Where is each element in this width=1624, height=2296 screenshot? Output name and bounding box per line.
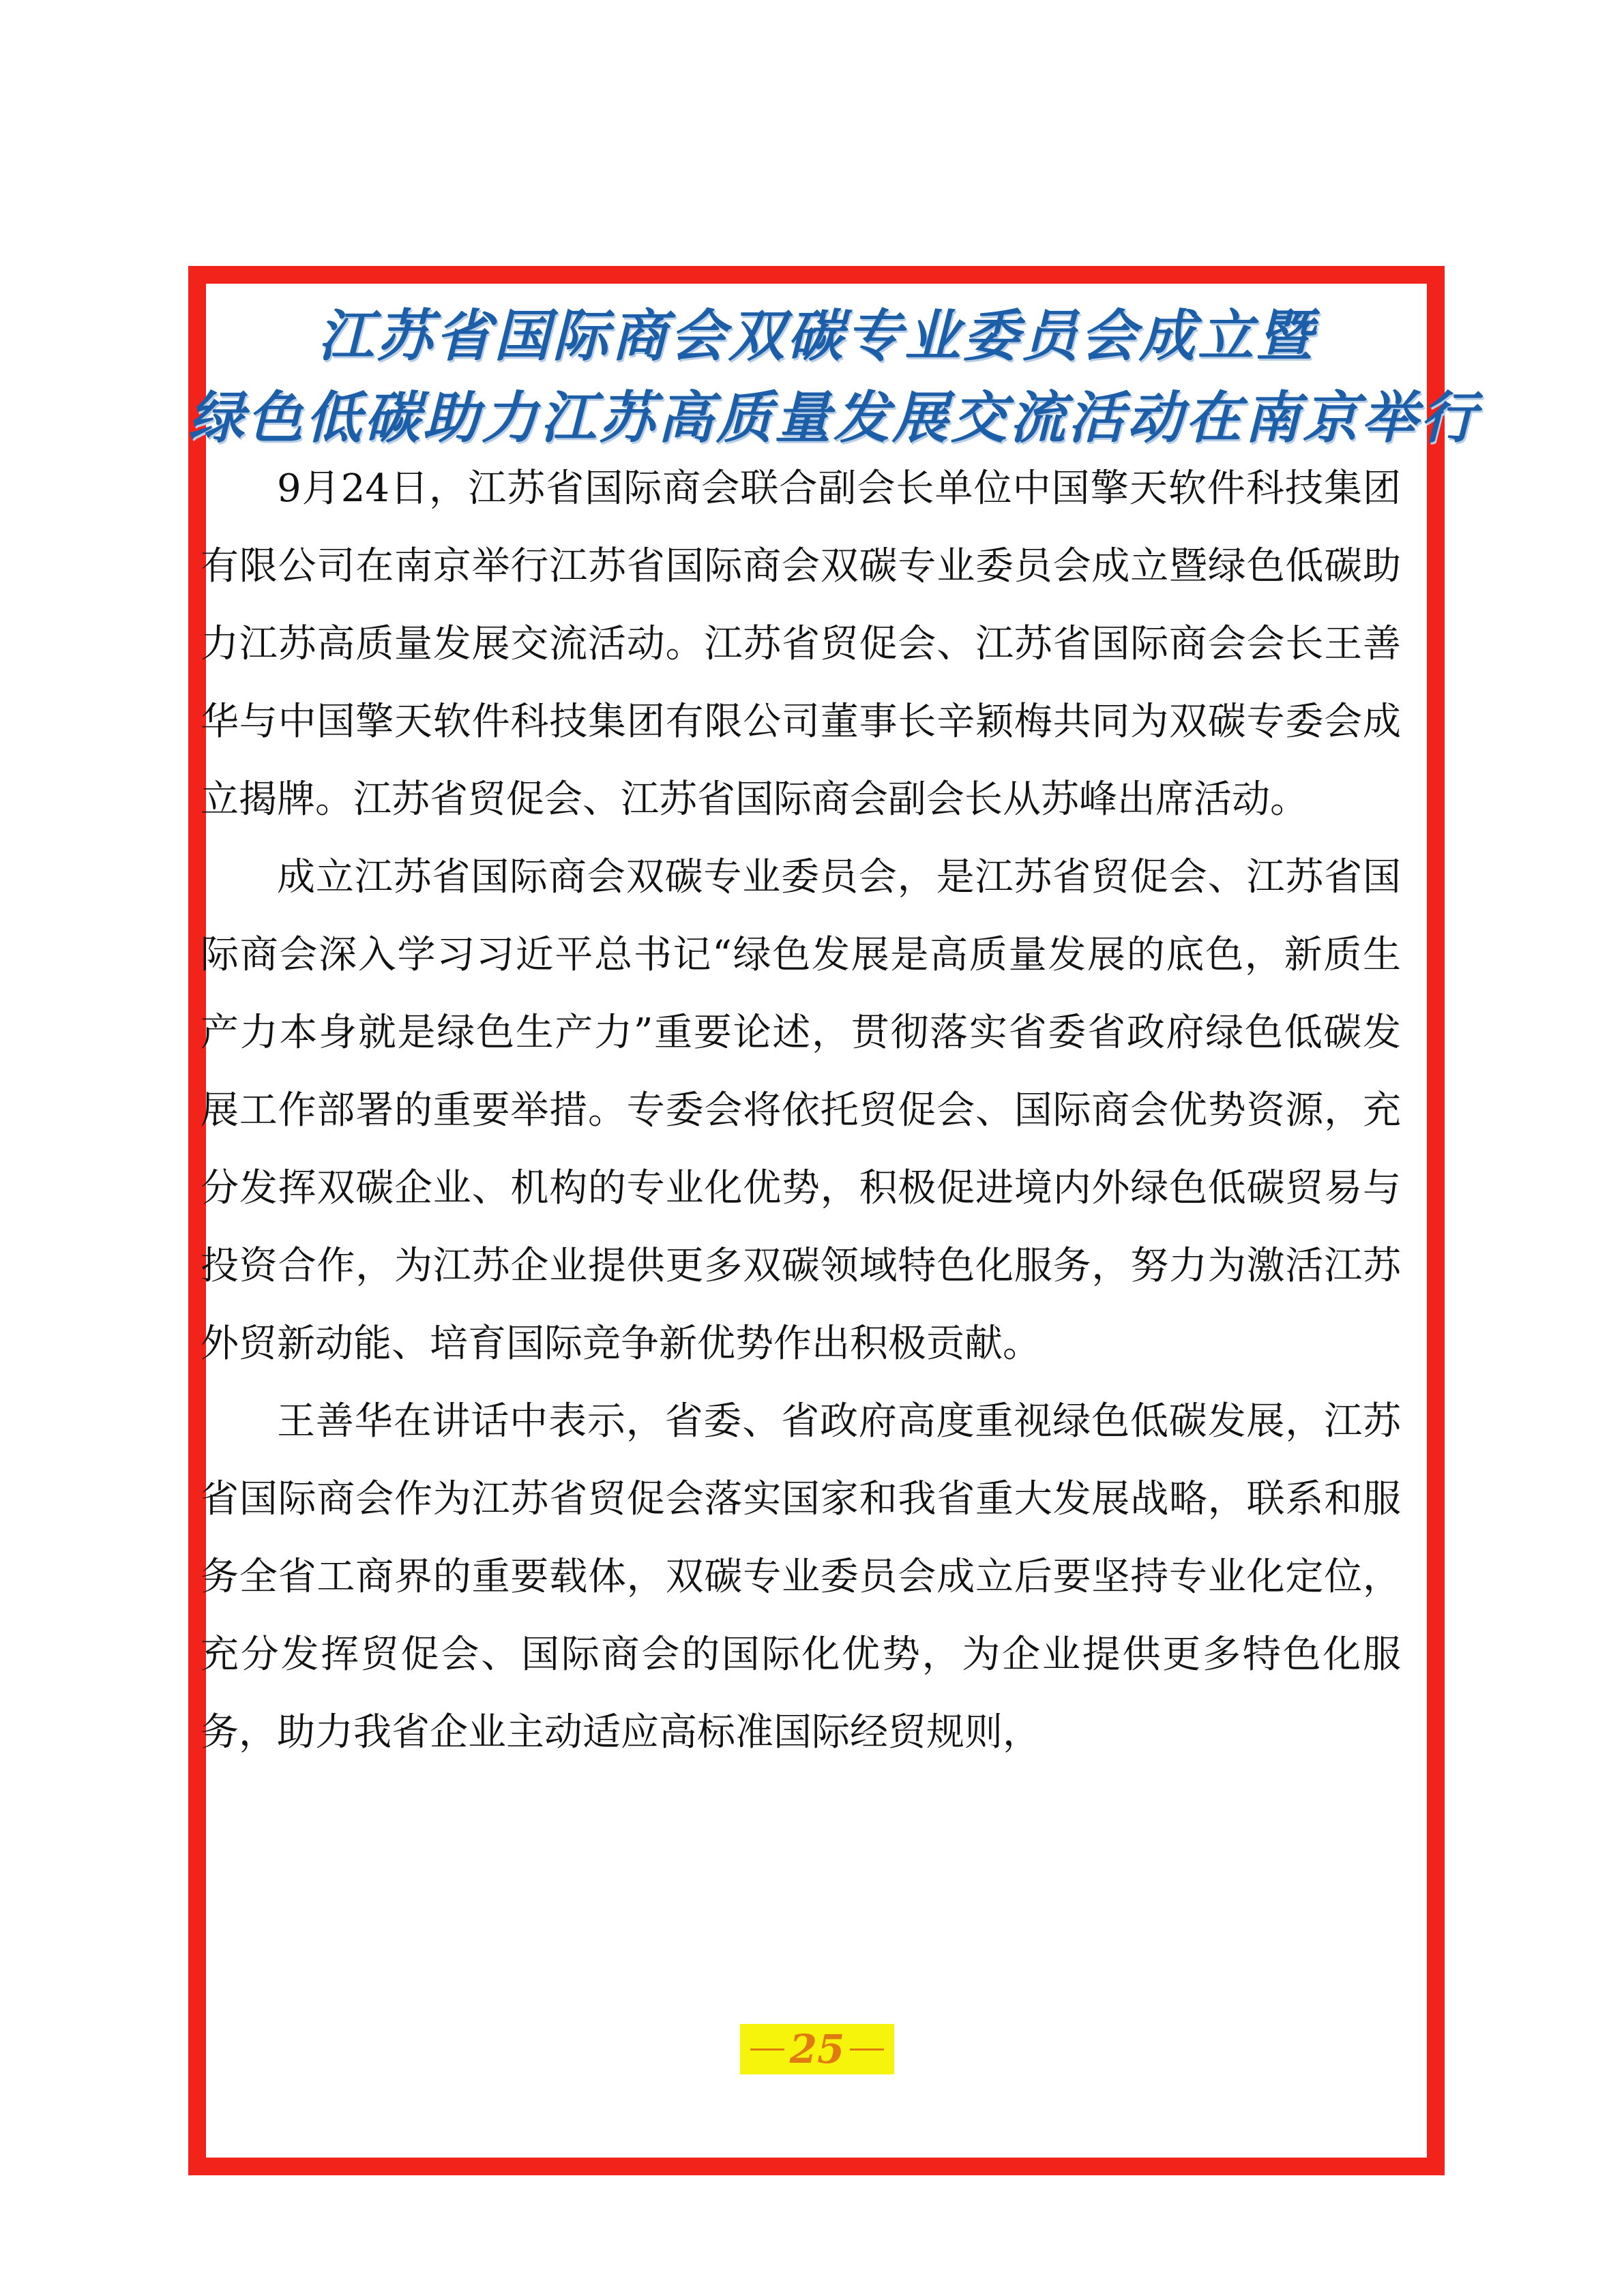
page-number-badge (740, 2024, 894, 2074)
page-number: 25 (789, 2026, 845, 2072)
dash-right (850, 2048, 884, 2051)
title-line-2: 绿色低碳助力江苏高质量发展交流活动在南京举行 (188, 385, 1479, 451)
paragraph-2: 成立江苏省国际商会双碳专业委员会，是江苏省贸促会、江苏省国际商会深入学习习近平总书记“绿色发展是高质量发展的底色，新质生产力本身就是绿色生产力”重要论述，贯彻落实省委省政府绿色低碳发展工作部署的重要举措。专委会将依托贸促会、国际商会优势资源，充分发挥双碳企业、机构的专业化优势，积极促进境内外绿色低碳贸易与投资合作，为江苏企业提供更多双碳领域特色化服务，努力为激活江苏外贸新动能、培育国际竞争新优势作出积极贡献。 (201, 855, 1401, 1366)
title-line-1: 江苏省国际商会双碳专业委员会成立暨 (318, 303, 1315, 369)
paragraph-3: 王善华在讲话中表示，省委、省政府高度重视绿色低碳发展，江苏省国际商会作为江苏省贸促会落实国家和我省重大发展战略，联系和服务全省工商界的重要载体，双碳专业委员会成立后要坚持专业化定位，充分发挥贸促会、国际商会的国际化优势，为企业提供更多特色化服务，助力我省企业主动适应高标准国际经贸规则， (201, 1399, 1401, 1755)
paragraph-1: 9月24日，江苏省国际商会联合副会长单位中国擎天软件科技集团有限公司在南京举行江苏省国际商会双碳专业委员会成立暨绿色低碳助力江苏高质量发展交流活动。江苏省贸促会、江苏省国际商会会长王善华与中国擎天软件科技集团有限公司董事长辛颖梅共同为双碳专委会成立揭牌。江苏省贸促会、江苏省国际商会副会长从苏峰出席活动。 (201, 466, 1401, 822)
article-body (201, 450, 1401, 1772)
dash-left (750, 2048, 784, 2051)
